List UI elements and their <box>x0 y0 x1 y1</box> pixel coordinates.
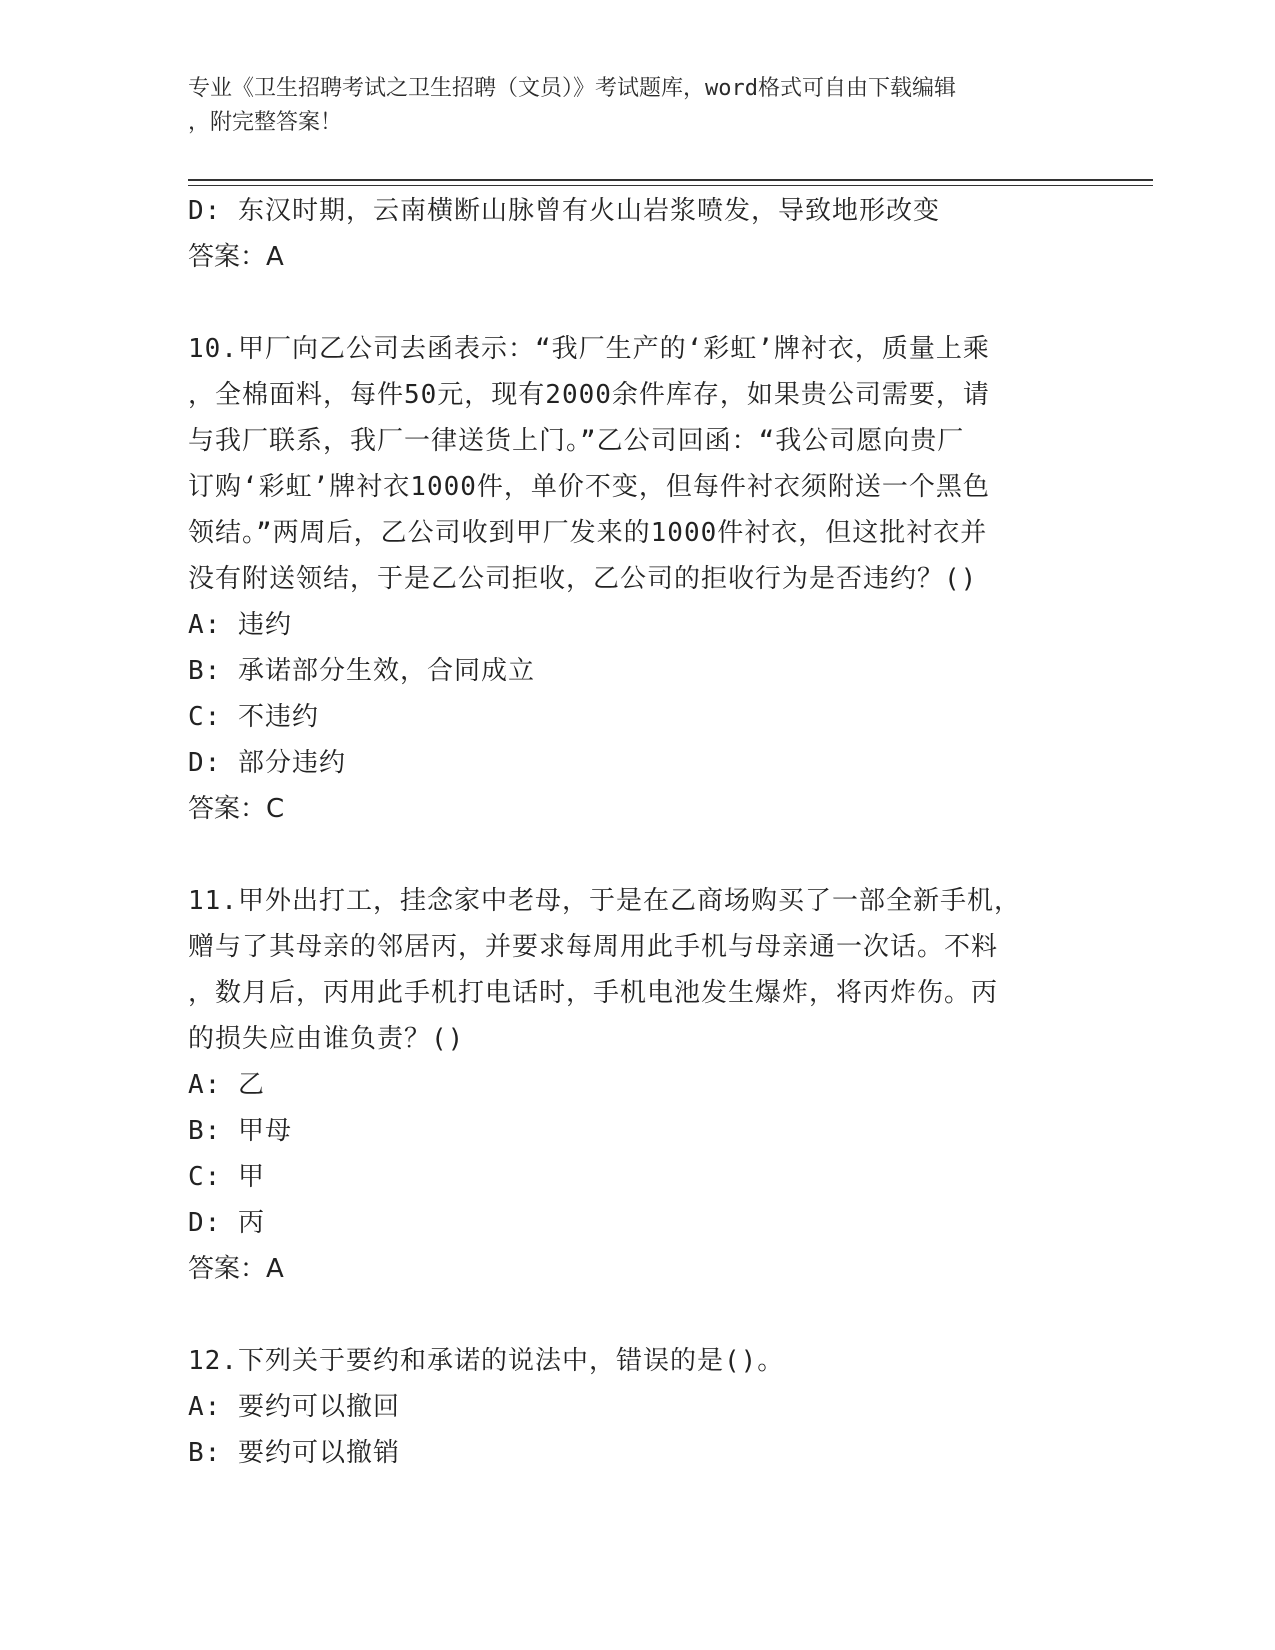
spacer <box>188 832 1088 878</box>
q11-answer: 答案：A <box>188 1254 284 1284</box>
prev-answer: 答案：A <box>188 242 284 272</box>
question-11 <box>188 878 1088 1292</box>
header-divider-thick <box>188 179 1153 181</box>
header-line-2: ，附完整答案！ <box>188 110 343 135</box>
q11-option-d: D: 丙 <box>188 1208 265 1238</box>
q10-option-c: C: 不违约 <box>188 702 319 732</box>
spacer <box>188 1292 1088 1338</box>
q10-stem-line: ，全棉面料，每件50元，现有2000余件库存，如果贵公司需要，请 <box>188 380 990 410</box>
spacer <box>188 280 1088 326</box>
q11-stem-line: 11.甲外出打工，挂念家中老母，于是在乙商场购买了一部全新手机， <box>188 886 1021 916</box>
prev-option-d: D: 东汉时期，云南横断山脉曾有火山岩浆喷发，导致地形改变 <box>188 196 940 226</box>
q12-option-a: A: 要约可以撤回 <box>188 1392 400 1422</box>
q10-option-b: B: 承诺部分生效，合同成立 <box>188 656 535 686</box>
header-line-1: 专业《卫生招聘考试之卫生招聘（文员）》考试题库，word格式可自由下载编辑 <box>188 76 956 101</box>
q11-option-a: A: 乙 <box>188 1070 265 1100</box>
header-divider-thin <box>188 185 1153 186</box>
question-12 <box>188 1338 1088 1476</box>
q10-option-d: D: 部分违约 <box>188 748 346 778</box>
q12-option-b: B: 要约可以撤销 <box>188 1438 400 1468</box>
q10-stem-line: 领结。”两周后，乙公司收到甲厂发来的1000件衬衣，但这批衬衣并 <box>188 518 988 548</box>
q10-option-a: A: 违约 <box>188 610 292 640</box>
q10-answer: 答案：C <box>188 794 285 824</box>
q11-option-b: B: 甲母 <box>188 1116 292 1146</box>
question-content <box>188 188 1088 1476</box>
q11-stem-line: ，数月后，丙用此手机打电话时，手机电池发生爆炸，将丙炸伤。丙 <box>188 978 999 1008</box>
q10-stem-line: 与我厂联系，我厂一律送货上门。”乙公司回函：“我公司愿向贵厂 <box>188 426 965 456</box>
question-10 <box>188 326 1088 832</box>
q10-stem-line: 10.甲厂向乙公司去函表示：“我厂生产的‘彩虹’牌衬衣，质量上乘 <box>188 334 990 364</box>
q11-stem-line: 的损失应由谁负责？() <box>188 1024 465 1054</box>
q11-stem-line: 赠与了其母亲的邻居丙，并要求每周用此手机与母亲通一次话。不料 <box>188 932 999 962</box>
q11-option-c: C: 甲 <box>188 1162 265 1192</box>
q12-stem-line: 12.下列关于要约和承诺的说法中，错误的是()。 <box>188 1346 785 1376</box>
q10-stem-line: 订购‘彩虹’牌衬衣1000件，单价不变，但每件衬衣须附送一个黑色 <box>188 472 990 502</box>
page-header <box>188 72 1088 140</box>
q10-stem-line: 没有附送领结，于是乙公司拒收，乙公司的拒收行为是否违约？() <box>188 564 978 594</box>
